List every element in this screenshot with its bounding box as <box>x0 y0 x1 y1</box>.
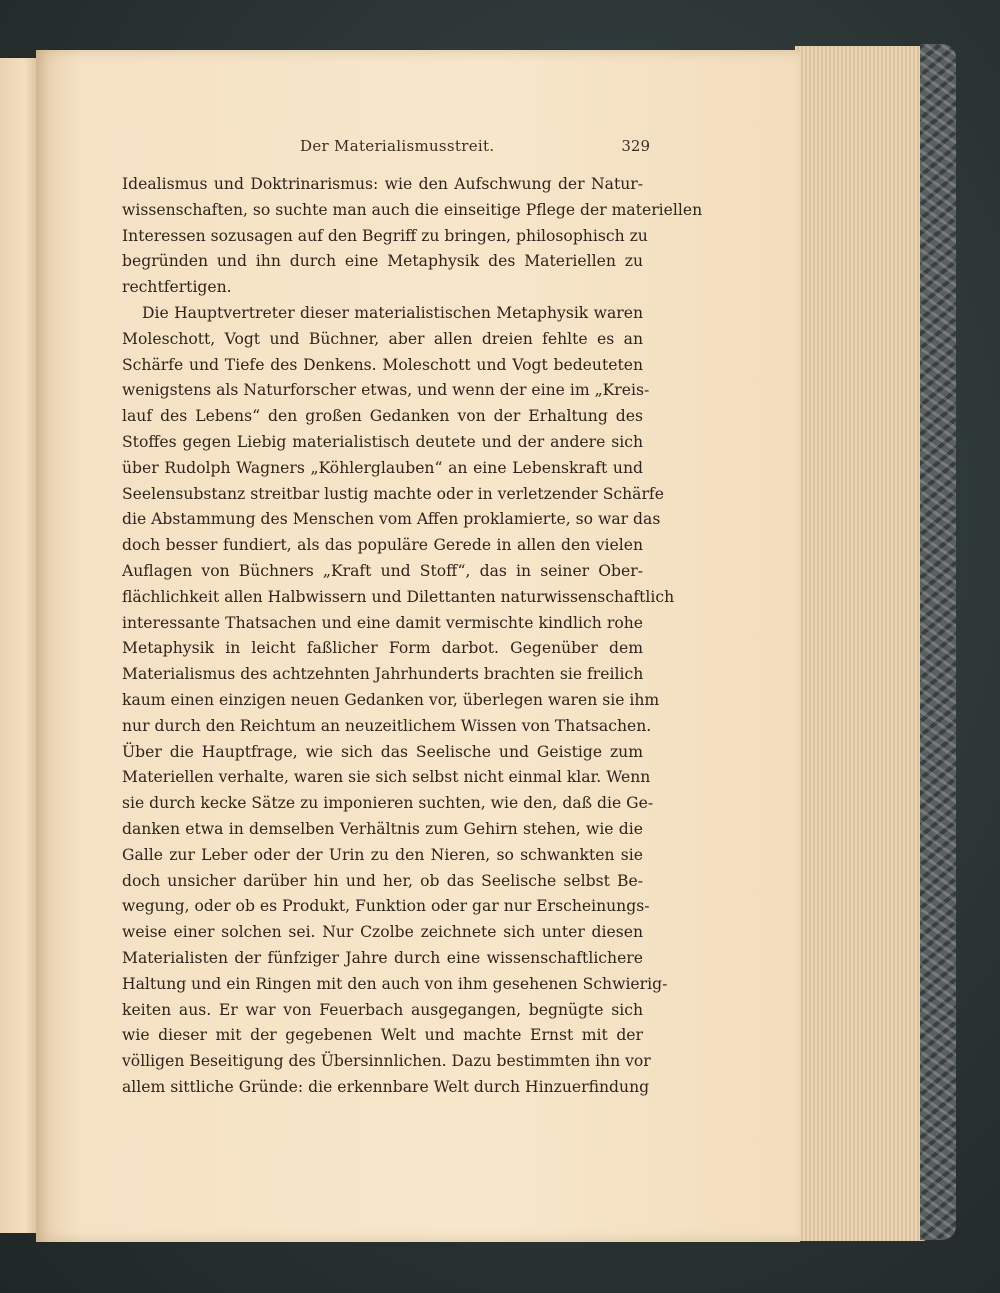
text-line: doch besser fundiert, als das populäre Gerede in allen den vielen <box>122 536 643 555</box>
text-line: wie dieser mit der gegebenen Welt und machte Ernst mit der <box>122 1026 643 1045</box>
text-line: wissenschaften, so suchte man auch die einseitige Pflege der materiellen <box>122 200 703 219</box>
facing-page-edge <box>0 58 41 1233</box>
text-line: Galle zur Leber oder der Urin zu den Nieren, so schwankten sie <box>122 845 643 864</box>
page-edges <box>795 46 930 1241</box>
text-line: rechtfertigen. <box>122 278 232 297</box>
text-line: Über die Hauptfrage, wie sich das Seelische und Geistige zum <box>122 742 643 761</box>
text-line: nur durch den Reichtum an neuzeitlichem Wissen von Thatsachen. <box>122 716 652 735</box>
text-line: lauf des Lebens“ den großen Gedanken von der Erhaltung des <box>122 407 643 426</box>
text-line: sie durch kecke Sätze zu imponieren suchten, wie den, daß die Ge- <box>122 794 654 813</box>
page-number: 329 <box>621 137 650 155</box>
text-line: Materiellen verhalte, waren sie sich selbst nicht einmal klar. Wenn <box>122 768 651 787</box>
text-line: flächlichkeit allen Halbwissern und Dilettanten naturwissenschaftlich <box>122 587 675 606</box>
text-line: völligen Beseitigung des Übersinnlichen. Dazu bestimmten ihn vor <box>122 1052 651 1071</box>
text-line: begründen und ihn durch eine Metaphysik des Materiellen zu <box>122 252 643 271</box>
text-line: Materialisten der fünfziger Jahre durch eine wissenschaftlichere <box>122 948 643 967</box>
text-line: kaum einen einzigen neuen Gedanken vor, überlegen waren sie ihm <box>122 690 660 709</box>
text-line: wegung, oder ob es Produkt, Funktion oder gar nur Erscheinungs- <box>122 897 650 916</box>
text-line: Stoffes gegen Liebig materialistisch deutete und der andere sich <box>122 432 643 451</box>
text-line: Metaphysik in leicht faßlicher Form darbot. Gegenüber dem <box>122 639 643 658</box>
text-line: die Abstammung des Menschen vom Affen proklamierte, so war das <box>122 510 661 529</box>
text-line: Seelensubstanz streitbar lustig machte oder in verletzender Schärfe <box>122 484 664 503</box>
text-line: wenigstens als Naturforscher etwas, und wenn der eine im „Kreis- <box>122 381 650 400</box>
text-line: allem sittliche Gründe: die erkennbare Welt durch Hinzuerfindung <box>122 1077 650 1096</box>
body-text <box>122 172 703 1101</box>
text-line: Idealismus und Doktrinarismus: wie den Aufschwung der Natur- <box>122 175 643 193</box>
text-line: Die Hauptvertreter dieser materialistischen Metaphysik waren <box>142 303 643 322</box>
text-line: Moleschott, Vogt und Büchner, aber allen dreien fehlte es an <box>122 329 643 348</box>
text-line: Materialismus des achtzehnten Jahrhunderts brachten sie freilich <box>122 665 644 684</box>
text-line: über Rudolph Wagners „Köhlerglauben“ an eine Lebenskraft und <box>122 458 643 477</box>
text-line: Auflagen von Büchners „Kraft und Stoff“, das in seiner Ober- <box>122 561 643 580</box>
text-line: danken etwa in demselben Verhältnis zum Gehirn stehen, wie die <box>122 819 643 838</box>
text-line: interessante Thatsachen und eine damit vermischte kindlich rohe <box>122 613 643 632</box>
book-cover-edge <box>920 44 956 1240</box>
text-line: Haltung und ein Ringen mit den auch von ihm gesehenen Schwierig- <box>122 974 668 993</box>
text-line: Schärfe und Tiefe des Denkens. Moleschott und Vogt bedeuteten <box>122 355 643 374</box>
text-line: Interessen sozusagen auf den Begriff zu bringen, philosophisch zu <box>122 226 648 245</box>
running-head: Der Materialismusstreit. <box>300 137 495 155</box>
text-line: doch unsicher darüber hin und her, ob das Seelische selbst Be- <box>122 871 643 890</box>
text-line: keiten aus. Er war von Feuerbach ausgegangen, begnügte sich <box>122 1000 643 1019</box>
text-line: weise einer solchen sei. Nur Czolbe zeichnete sich unter diesen <box>122 923 643 942</box>
